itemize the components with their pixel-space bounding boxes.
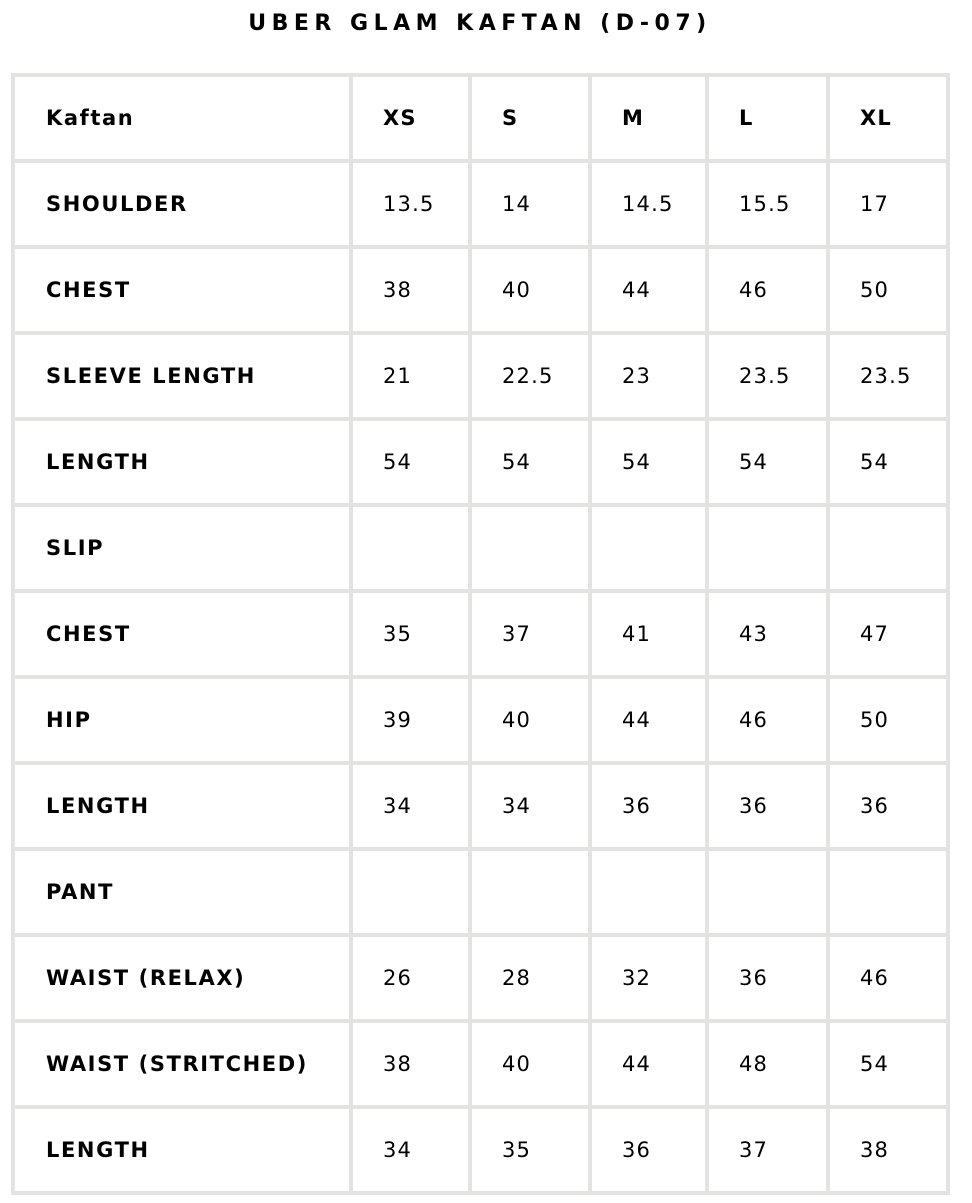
measurement-value-size-m: 44 [592, 1023, 705, 1105]
measurement-value-size-s: 40 [472, 679, 588, 761]
measurement-value-size-s: 14 [472, 163, 588, 245]
measurement-value-size-xs: 54 [353, 421, 468, 503]
measurement-value-size-l: 54 [709, 421, 826, 503]
measurement-value-size-m: 44 [592, 249, 705, 331]
measurement-value-size-s: 37 [472, 593, 588, 675]
measurement-value-size-m: 23 [592, 335, 705, 417]
measurement-value-size-xl: 38 [830, 1109, 946, 1191]
measurement-value-size-l: 36 [709, 937, 826, 1019]
measurement-label: PANT [15, 851, 349, 933]
header-cell-size-m: M [592, 77, 705, 159]
measurement-value-size-s [472, 507, 588, 589]
measurement-label: WAIST (RELAX) [15, 937, 349, 1019]
table-row [15, 335, 946, 417]
measurement-value-size-xs: 34 [353, 1109, 468, 1191]
measurement-value-size-s: 40 [472, 249, 588, 331]
table-row [15, 851, 946, 933]
measurement-label: HIP [15, 679, 349, 761]
measurement-value-size-xl [830, 507, 946, 589]
table-header-row [15, 77, 946, 159]
measurement-value-size-m: 32 [592, 937, 705, 1019]
measurement-value-size-xs [353, 851, 468, 933]
table-row [15, 421, 946, 503]
measurement-label: SLEEVE LENGTH [15, 335, 349, 417]
measurement-label: SHOULDER [15, 163, 349, 245]
measurement-value-size-m: 14.5 [592, 163, 705, 245]
measurement-value-size-xs: 35 [353, 593, 468, 675]
measurement-value-size-m: 36 [592, 1109, 705, 1191]
measurement-value-size-s: 40 [472, 1023, 588, 1105]
measurement-value-size-xl [830, 851, 946, 933]
measurement-value-size-l: 46 [709, 249, 826, 331]
measurement-value-size-m [592, 507, 705, 589]
measurement-label: WAIST (STRITCHED) [15, 1023, 349, 1105]
header-cell-size-xs: XS [353, 77, 468, 159]
measurement-value-size-xl: 50 [830, 679, 946, 761]
measurement-label: CHEST [15, 249, 349, 331]
measurement-value-size-s [472, 851, 588, 933]
table-row [15, 163, 946, 245]
measurement-value-size-xs: 26 [353, 937, 468, 1019]
header-cell-garment: Kaftan [15, 77, 349, 159]
measurement-value-size-l: 23.5 [709, 335, 826, 417]
page-title: UBER GLAM KAFTAN (D-07) [248, 11, 712, 36]
measurement-label: LENGTH [15, 1109, 349, 1191]
measurement-value-size-l [709, 507, 826, 589]
measurement-value-size-s: 34 [472, 765, 588, 847]
measurement-value-size-xl: 50 [830, 249, 946, 331]
measurement-value-size-m [592, 851, 705, 933]
measurement-value-size-xs: 38 [353, 1023, 468, 1105]
measurement-value-size-m: 41 [592, 593, 705, 675]
table-row [15, 593, 946, 675]
measurement-value-size-xl: 23.5 [830, 335, 946, 417]
measurement-value-size-xs [353, 507, 468, 589]
measurement-value-size-s: 22.5 [472, 335, 588, 417]
table-row [15, 249, 946, 331]
header-cell-size-s: S [472, 77, 588, 159]
measurement-value-size-xl: 36 [830, 765, 946, 847]
measurement-value-size-xs: 34 [353, 765, 468, 847]
measurement-value-size-l: 43 [709, 593, 826, 675]
measurement-value-size-s: 28 [472, 937, 588, 1019]
measurement-label: CHEST [15, 593, 349, 675]
measurement-label: SLIP [15, 507, 349, 589]
table-row [15, 765, 946, 847]
measurement-value-size-s: 35 [472, 1109, 588, 1191]
measurement-value-size-l [709, 851, 826, 933]
table-row [15, 1023, 946, 1105]
measurement-value-size-xl: 47 [830, 593, 946, 675]
measurement-value-size-l: 36 [709, 765, 826, 847]
measurement-label: LENGTH [15, 421, 349, 503]
header-cell-size-l: L [709, 77, 826, 159]
measurement-value-size-m: 44 [592, 679, 705, 761]
measurement-value-size-m: 36 [592, 765, 705, 847]
measurement-value-size-xl: 46 [830, 937, 946, 1019]
measurement-value-size-xl: 17 [830, 163, 946, 245]
measurement-value-size-l: 15.5 [709, 163, 826, 245]
table-row [15, 937, 946, 1019]
measurement-value-size-xl: 54 [830, 1023, 946, 1105]
measurement-value-size-l: 46 [709, 679, 826, 761]
measurement-value-size-xs: 39 [353, 679, 468, 761]
measurement-value-size-xs: 13.5 [353, 163, 468, 245]
table-row [15, 507, 946, 589]
measurement-value-size-s: 54 [472, 421, 588, 503]
measurement-value-size-m: 54 [592, 421, 705, 503]
table-row [15, 679, 946, 761]
measurement-value-size-xs: 21 [353, 335, 468, 417]
size-chart-table [11, 73, 950, 1195]
measurement-value-size-xs: 38 [353, 249, 468, 331]
measurement-label: LENGTH [15, 765, 349, 847]
table-row [15, 1109, 946, 1191]
header-cell-size-xl: XL [830, 77, 946, 159]
measurement-value-size-xl: 54 [830, 421, 946, 503]
measurement-value-size-l: 37 [709, 1109, 826, 1191]
measurement-value-size-l: 48 [709, 1023, 826, 1105]
